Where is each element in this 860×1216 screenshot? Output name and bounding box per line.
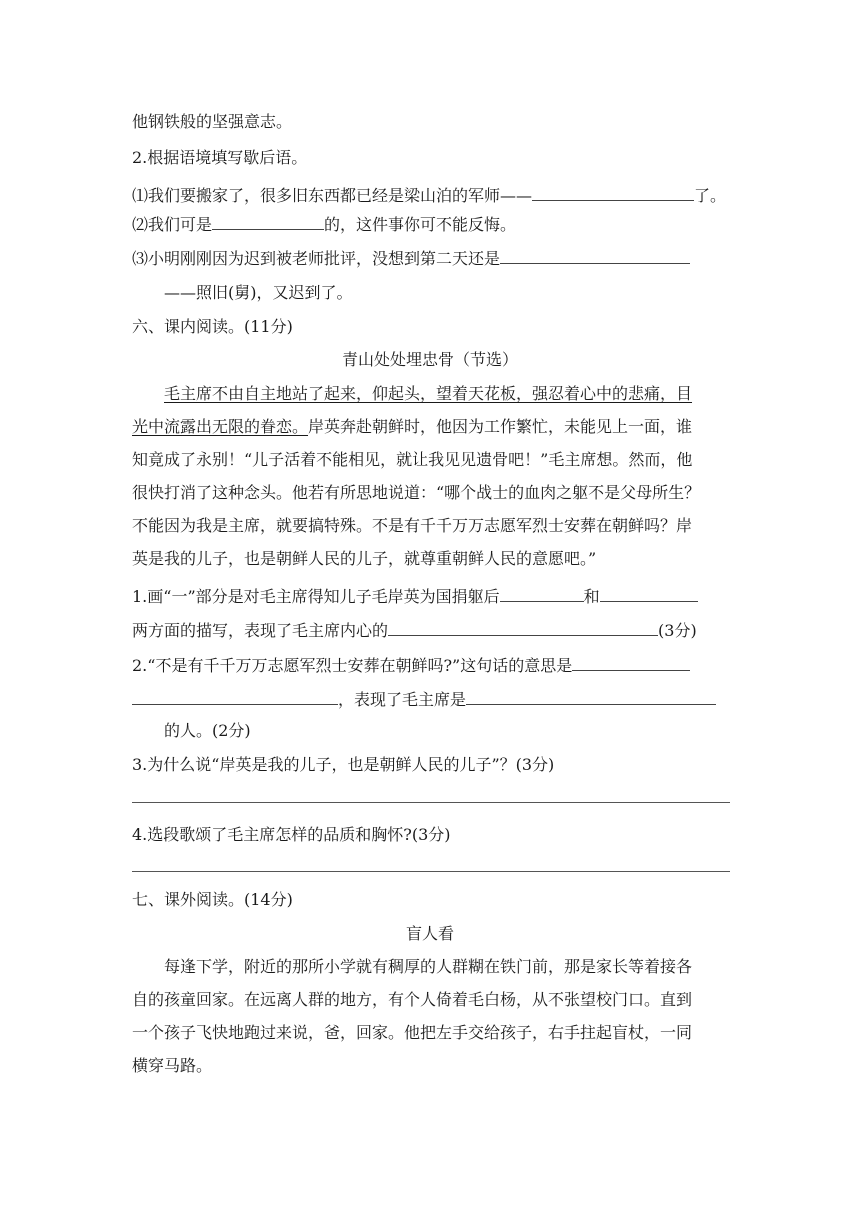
q2-item-1: [132, 183, 726, 207]
answer-blank[interactable]: [600, 584, 698, 602]
underlined-text: 毛主席不由自主地站了起来，仰起头，望着天花板，强忍着心中的悲痛，目: [164, 384, 693, 403]
passage2-line-2: 自的孩童回家。在远离人群的地方，有个人倚着毛白杨，从不张望校门口。直到: [132, 990, 693, 1009]
q2-1-text: ⑴我们要搬家了，很多旧东西都已经是梁山泊的军师——: [132, 186, 533, 205]
s6-q1-text: 1.画“一”部分是对毛主席得知儿子毛岸英为国捐躯后: [132, 587, 500, 606]
passage2-line-4: 横穿马路。: [132, 1056, 213, 1075]
s6-q1-text-2: 两方面的描写，表现了毛主席内心的: [132, 621, 389, 640]
q2-3-text: ⑶小明刚刚因为迟到被老师批评，没想到第二天还是: [132, 249, 501, 268]
q2-1-end: 了。: [694, 186, 727, 205]
q2-item-3: [132, 246, 690, 270]
passage1-line-5: 不能因为我是主席，就要搞特殊。不是有千千万万志愿军烈士安葬在朝鲜吗？岸: [132, 516, 693, 535]
q2-2-text: ⑵我们可是: [132, 215, 213, 234]
s6-q1-score: (3分): [658, 621, 697, 640]
section7-heading: 七、课外阅读。(14分): [132, 890, 293, 909]
q2-item-2: [132, 212, 516, 236]
underlined-text: 光中流露出无限的眷恋。: [132, 417, 309, 436]
q2-title: 2.根据语境填写歇后语。: [132, 148, 308, 167]
s6-q1-line-2: [132, 618, 697, 642]
passage1-line-4: 很快打消了这种念头。他若有所思地说道：“哪个战士的血肉之躯不是父母所生？: [132, 483, 701, 502]
s6-q2-line-2: [132, 687, 716, 711]
answer-blank[interactable]: [500, 584, 584, 602]
s6-q3: 3.为什么说“岸英是我的儿子，也是朝鲜人民的儿子”？(3分): [132, 755, 555, 774]
q2-2-end: 的，这件事你可不能反悔。: [324, 215, 517, 234]
answer-blank[interactable]: [212, 212, 324, 230]
answer-blank[interactable]: [466, 687, 716, 705]
answer-line[interactable]: [132, 871, 730, 872]
passage1-title: 青山处处埋忠骨（节选）: [341, 350, 518, 369]
s6-q2-text: 2.“不是有千千万万志愿军烈士安葬在朝鲜吗?”这句话的意思是: [132, 656, 573, 675]
answer-blank[interactable]: [572, 653, 690, 671]
passage1-line-6: 英是我的儿子，也是朝鲜人民的儿子，就尊重朝鲜人民的意愿吧。”: [132, 549, 597, 568]
answer-blank[interactable]: [500, 246, 690, 264]
q2-item-3-cont: ——照旧(舅)，又迟到了。: [164, 283, 353, 302]
passage2-line-1: 每逢下学，附近的那所小学就有稠厚的人群糊在铁门前，那是家长等着接各: [164, 957, 693, 976]
s6-q2-text-2: ，表现了毛主席是: [338, 690, 467, 709]
s6-q1-line-1: [132, 584, 698, 608]
s6-q2-line-3: 的人。(2分): [164, 721, 251, 740]
passage-text: 岸英奔赴朝鲜时，他因为工作繁忙，未能见上一面，谁: [308, 417, 693, 436]
passage1-line-1: [164, 383, 692, 405]
passage1-line-3: 知竟成了永别！“儿子活着不能相见，就让我见见遗骨吧！”毛主席想。然而，他: [132, 450, 693, 469]
answer-blank[interactable]: [132, 687, 338, 705]
line-tail: 他钢铁般的坚强意志。: [132, 112, 293, 131]
passage1-line-2: [132, 416, 692, 438]
section6-heading: 六、课内阅读。(11分): [132, 317, 293, 336]
answer-blank[interactable]: [388, 618, 658, 636]
s6-q1-and: 和: [583, 587, 600, 606]
passage2-line-3: 一个孩子飞快地跑过来说，爸，回家。他把左手交给孩子，右手拄起盲杖，一同: [132, 1023, 693, 1042]
s6-q2-line-1: [132, 653, 690, 677]
passage2-title: 盲人看: [405, 924, 454, 943]
s6-q4: 4.选段歌颂了毛主席怎样的品质和胸怀?(3分): [132, 825, 451, 844]
answer-line[interactable]: [132, 802, 730, 803]
answer-blank[interactable]: [532, 183, 694, 201]
